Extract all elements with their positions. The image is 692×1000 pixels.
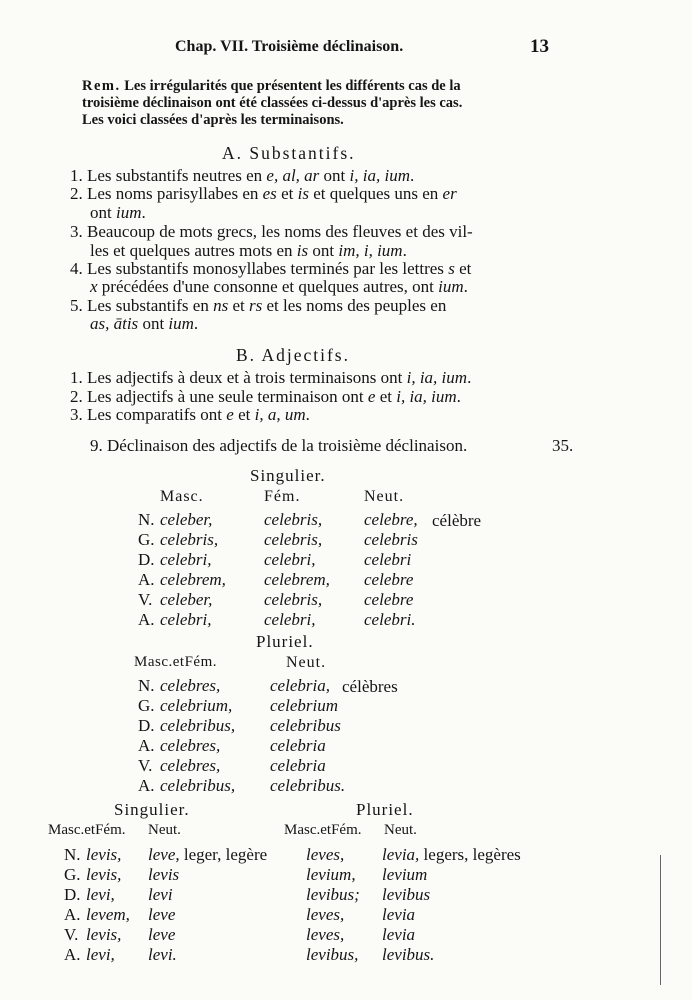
case-label: G. bbox=[64, 865, 81, 884]
item-text: Les adjectifs à deux et à trois terminaisons ont bbox=[87, 368, 407, 387]
table-row bbox=[64, 925, 522, 945]
item-text: ont bbox=[90, 203, 116, 222]
celeber-singular-table bbox=[138, 510, 430, 630]
table-row bbox=[138, 610, 430, 630]
item-text: les et quelques autres mots en bbox=[90, 241, 297, 260]
table-row bbox=[64, 845, 522, 865]
section-9-title: 9. Déclinaison des adjectifs de la troisième déclinaison. bbox=[90, 436, 468, 455]
form-neuter: celebria bbox=[270, 736, 326, 755]
item-text: . bbox=[456, 387, 461, 406]
item-text: ont bbox=[308, 241, 339, 260]
form-masc-fem: levi, bbox=[86, 885, 115, 904]
plural-neuter: levibus. bbox=[382, 945, 435, 964]
case-label: G. bbox=[138, 696, 155, 715]
item-text: Les noms parisyllabes en bbox=[87, 184, 263, 203]
item-ending: ium bbox=[168, 314, 194, 333]
section-a-title: A. Substantifs. bbox=[222, 143, 356, 163]
section-b-item-3 bbox=[70, 405, 310, 425]
item-ending: ium bbox=[115, 203, 142, 222]
section-a-item-3 bbox=[70, 222, 473, 242]
remark-label: Rem. bbox=[82, 78, 121, 94]
item-text: . bbox=[402, 241, 407, 260]
table-row bbox=[138, 756, 360, 776]
item-ending: es bbox=[262, 184, 277, 203]
plural-masc-fem: leves, bbox=[306, 905, 345, 924]
case-label: V. bbox=[138, 590, 153, 609]
item-ending: im, i, ium bbox=[338, 241, 403, 260]
form-masc-fem: celebribus, bbox=[160, 776, 236, 795]
plural-masc-fem: leves, bbox=[306, 845, 345, 864]
item-text: . bbox=[467, 368, 472, 387]
form-feminine: celebris, bbox=[264, 510, 323, 529]
form-neuter: levi. bbox=[148, 945, 177, 964]
celeber-singular-title: Singulier. bbox=[250, 466, 326, 485]
form-masc-fem: celebres, bbox=[160, 676, 221, 695]
form-neuter: celebria bbox=[270, 756, 326, 775]
item-ending: i, a, um bbox=[254, 405, 306, 424]
running-header: Chap. VII. Troisième déclinaison. bbox=[175, 38, 404, 55]
celeber-translation: célèbre bbox=[432, 511, 482, 530]
item-ending: ns bbox=[213, 296, 229, 315]
form-masculine: celebri, bbox=[160, 550, 212, 569]
form-neuter: celebris bbox=[364, 530, 418, 549]
table-row bbox=[138, 590, 430, 610]
form-feminine: celebri, bbox=[264, 550, 316, 569]
levis-plur-header-n: Neut. bbox=[384, 822, 417, 838]
item-text: Les substantifs neutres en bbox=[87, 166, 267, 185]
item-text: Les substantifs en bbox=[87, 296, 214, 315]
case-label: A. bbox=[64, 945, 81, 964]
item-number: 1. bbox=[70, 368, 83, 387]
case-label: D. bbox=[138, 550, 155, 569]
item-text: . bbox=[305, 405, 310, 424]
item-text: et bbox=[375, 387, 397, 406]
item-text: et les noms des peuples en bbox=[262, 296, 447, 315]
form-neuter: celebribus. bbox=[270, 776, 346, 795]
levis-singular-title: Singulier. bbox=[114, 800, 190, 819]
table-row bbox=[64, 885, 522, 905]
item-text: Beaucoup de mots grecs, les noms des fleuves et des vil- bbox=[87, 222, 473, 241]
item-ending: ium bbox=[438, 277, 464, 296]
form-masc-fem: celebres, bbox=[160, 756, 221, 775]
form-neuter: celebre bbox=[364, 570, 414, 589]
item-number: 1. bbox=[70, 166, 83, 185]
section-a-item-4-cont bbox=[90, 277, 468, 297]
form-masc-fem: celebres, bbox=[160, 736, 221, 755]
table-row bbox=[138, 676, 360, 696]
item-ending: e, al, ar bbox=[266, 166, 320, 185]
form-masc-fem: levis, bbox=[86, 865, 122, 884]
form-neuter: leve bbox=[148, 925, 176, 944]
form-neuter: celebre bbox=[364, 590, 414, 609]
page-number: 13 bbox=[530, 36, 549, 57]
form-masculine: celebri, bbox=[160, 610, 212, 629]
case-label: V. bbox=[138, 756, 153, 775]
item-number: 4. bbox=[70, 259, 83, 278]
form-masc-fem: celebribus, bbox=[160, 716, 236, 735]
table-row bbox=[138, 530, 430, 550]
form-neuter: leve bbox=[148, 905, 176, 924]
table-row bbox=[138, 776, 360, 796]
form-masculine: celeber, bbox=[160, 510, 213, 529]
item-text: Les comparatifs ont bbox=[87, 405, 227, 424]
item-ending: x bbox=[90, 277, 98, 296]
item-text: Les substantifs monosyllabes terminés par les lettres bbox=[87, 259, 449, 278]
section-a-item-3-cont bbox=[90, 241, 407, 261]
section-a-item-4 bbox=[70, 259, 471, 279]
case-label: A. bbox=[138, 610, 155, 629]
form-masculine: celebrem, bbox=[160, 570, 226, 589]
section-a-item-5-cont bbox=[90, 314, 198, 334]
levis-sing-header-mf: Masc.etFém. bbox=[48, 822, 126, 838]
form-neuter: leve, leger, legère bbox=[148, 845, 268, 864]
case-label: V. bbox=[64, 925, 79, 944]
col-header-neut: Neut. bbox=[364, 488, 405, 505]
plural-neuter: levia, legers, legères bbox=[382, 845, 521, 864]
celeber-plural-title: Pluriel. bbox=[256, 632, 314, 651]
table-row bbox=[64, 865, 522, 885]
section-a-item-2 bbox=[70, 184, 457, 204]
item-text: et bbox=[233, 405, 255, 424]
col-header-neut: Neut. bbox=[286, 654, 327, 671]
item-number: 3. bbox=[70, 222, 83, 241]
item-ending: as, ātis bbox=[90, 314, 139, 333]
item-text: . bbox=[463, 277, 468, 296]
item-ending: is bbox=[297, 184, 309, 203]
plural-masc-fem: levibus; bbox=[306, 885, 360, 904]
form-feminine: celebris, bbox=[264, 530, 323, 549]
plur-translation: legers, legères bbox=[419, 845, 521, 864]
remark-text-1: Les irrégularités que présentent les différents cas de la bbox=[124, 78, 461, 94]
celeber-plural-table bbox=[138, 676, 360, 796]
item-text: . bbox=[409, 166, 415, 185]
table-row bbox=[138, 570, 430, 590]
table-row bbox=[138, 550, 430, 570]
item-number: 2. bbox=[70, 387, 83, 406]
table-row bbox=[138, 696, 360, 716]
levis-plural-title: Pluriel. bbox=[356, 800, 414, 819]
case-label: N. bbox=[138, 510, 155, 529]
table-row bbox=[138, 716, 360, 736]
form-feminine: celebrem, bbox=[264, 570, 330, 589]
form-neuter: celebria, bbox=[270, 676, 330, 695]
levis-table bbox=[64, 845, 522, 965]
form-masc-fem: levi, bbox=[86, 945, 115, 964]
item-text: ont bbox=[319, 166, 350, 185]
plural-masc-fem: levibus, bbox=[306, 945, 359, 964]
form-neuter: celebri. bbox=[364, 610, 416, 629]
table-row bbox=[64, 945, 522, 965]
section-b-item-1 bbox=[70, 368, 471, 388]
item-ending: is bbox=[296, 241, 309, 260]
form-neuter: celebribus bbox=[270, 716, 341, 735]
item-ending: i, ia, ium bbox=[396, 387, 457, 406]
table-row bbox=[138, 510, 430, 530]
item-text: et bbox=[454, 259, 472, 278]
item-ending: e bbox=[226, 405, 234, 424]
case-label: N. bbox=[64, 845, 81, 864]
form-neuter: celebrium bbox=[270, 696, 338, 715]
item-number: 2. bbox=[70, 184, 83, 203]
item-ending: i, ia, ium bbox=[406, 368, 468, 387]
col-header-masc-fem: Masc.etFém. bbox=[134, 654, 217, 670]
section-a-item-2-cont bbox=[90, 203, 146, 223]
plural-masc-fem: levium, bbox=[306, 865, 356, 884]
item-ending: er bbox=[442, 184, 457, 203]
item-text: et bbox=[228, 296, 249, 315]
form-masculine: celebris, bbox=[160, 530, 219, 549]
page-edge-rule bbox=[660, 855, 661, 985]
item-number: 3. bbox=[70, 405, 83, 424]
item-text: . bbox=[193, 314, 199, 333]
case-label: N. bbox=[138, 676, 155, 695]
case-label: A. bbox=[138, 736, 155, 755]
case-label: D. bbox=[64, 885, 81, 904]
plural-neuter: levibus bbox=[382, 885, 431, 904]
case-label: A. bbox=[138, 776, 155, 795]
item-text: . bbox=[141, 203, 146, 222]
form-neuter: levi bbox=[148, 885, 173, 904]
item-text: ont bbox=[138, 314, 169, 333]
section-b-title: B. Adjectifs. bbox=[236, 345, 350, 365]
form-neuter: celebre, bbox=[364, 510, 418, 529]
remark-line-3: Les voici classées d'après les terminaisons. bbox=[82, 112, 344, 128]
form-feminine: celebri, bbox=[264, 610, 316, 629]
col-header-masc: Masc. bbox=[160, 488, 204, 505]
item-number: 5. bbox=[70, 296, 83, 315]
section-9-ref: 35. bbox=[552, 436, 574, 455]
plural-neuter: levium bbox=[382, 865, 428, 884]
sing-translation: leger, legère bbox=[179, 845, 268, 864]
case-label: D. bbox=[138, 716, 155, 735]
col-header-fem: Fém. bbox=[264, 488, 301, 505]
case-label: A. bbox=[138, 570, 155, 589]
item-ending: s bbox=[448, 259, 455, 278]
item-text: précédées d'une consonne et quelques autres, ont bbox=[97, 277, 439, 296]
item-text: et bbox=[276, 184, 298, 203]
form-neuter: celebri bbox=[364, 550, 412, 569]
remark-line-1 bbox=[82, 78, 461, 95]
item-text: Les adjectifs à une seule terminaison ont bbox=[87, 387, 368, 406]
case-label: A. bbox=[64, 905, 81, 924]
plural-masc-fem: leves, bbox=[306, 925, 345, 944]
levis-sing-header-n: Neut. bbox=[148, 822, 181, 838]
table-row bbox=[138, 736, 360, 756]
item-ending: rs bbox=[248, 296, 263, 315]
item-ending: e bbox=[367, 387, 376, 406]
form-masc-fem: levem, bbox=[86, 905, 130, 924]
case-label: G. bbox=[138, 530, 155, 549]
form-masc-fem: celebrium, bbox=[160, 696, 233, 715]
remark-line-2: troisième déclinaison ont été classées ci-dessus d'après les cas. bbox=[82, 95, 463, 111]
form-masc-fem: levis, bbox=[86, 845, 122, 864]
plural-neuter: levia bbox=[382, 925, 416, 944]
levis-plur-header-mf: Masc.etFém. bbox=[284, 822, 362, 838]
form-masculine: celeber, bbox=[160, 590, 213, 609]
form-feminine: celebris, bbox=[264, 590, 323, 609]
form-masc-fem: levis, bbox=[86, 925, 122, 944]
section-a-item-1 bbox=[70, 166, 414, 186]
item-ending: i, ia, ium bbox=[349, 166, 410, 185]
section-b-item-2 bbox=[70, 387, 461, 407]
section-a-item-5 bbox=[70, 296, 446, 316]
plural-neuter: levia bbox=[382, 905, 416, 924]
item-text: et quelques uns en bbox=[308, 184, 443, 203]
form-neuter: levis bbox=[148, 865, 180, 884]
table-row bbox=[64, 905, 522, 925]
celeber-plural-translation: célèbres bbox=[342, 677, 398, 696]
